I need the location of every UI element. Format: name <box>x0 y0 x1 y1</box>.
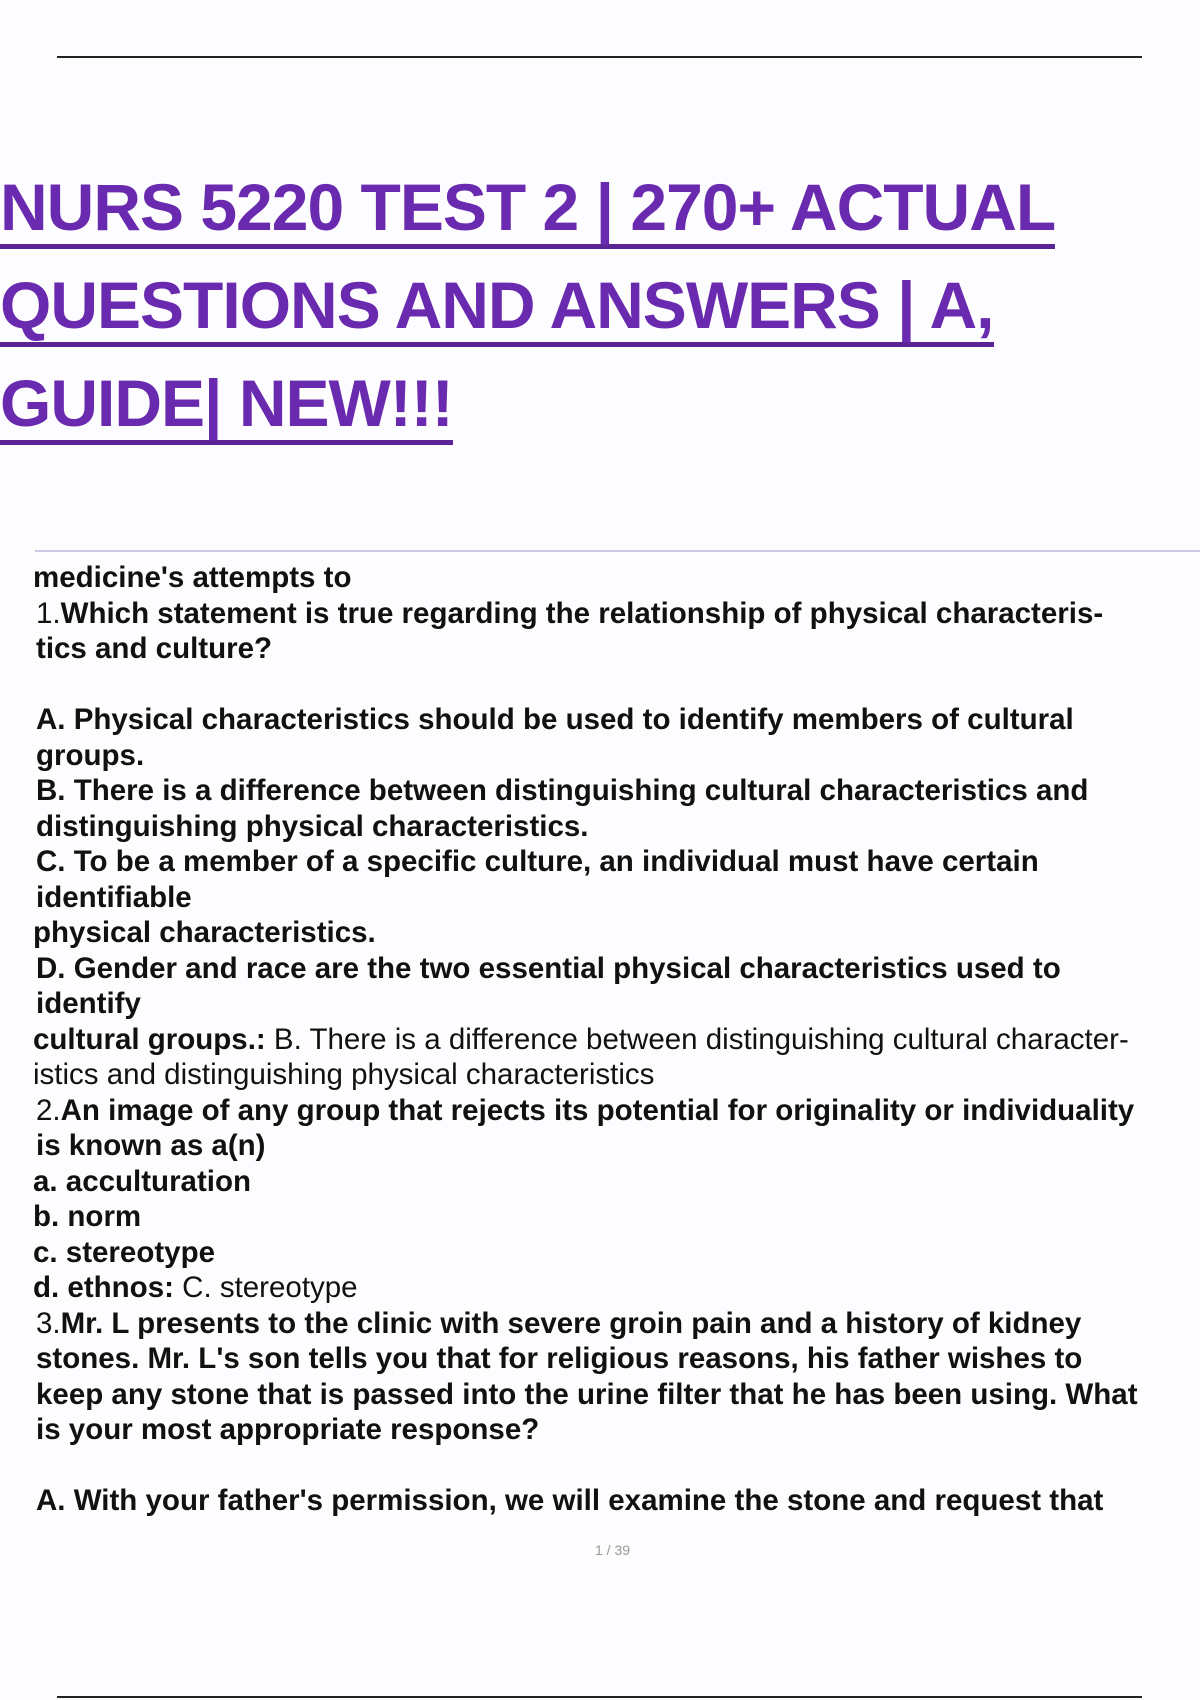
question-stem: An image of any group that rejects its potential for originality or individuality <box>60 1093 1135 1127</box>
document-body <box>33 560 1200 1519</box>
question-2 <box>33 1093 1200 1306</box>
question-stem-cont: tics and culture? <box>36 632 273 665</box>
page-indicator: 1 / 39 <box>594 1542 631 1558</box>
title-line-3: GUIDE| NEW!!! <box>0 366 453 445</box>
question-stem: Mr. L presents to the clinic with severe groin pain and a history of kidney <box>60 1306 1082 1340</box>
title-line-1: NURS 5220 TEST 2 | 270+ ACTUAL <box>0 170 1055 249</box>
answer-text: B. There is a difference between distinguishing cultural character- <box>265 1022 1129 1056</box>
option-c: C. To be a member of a specific culture, an individual must have certain <box>36 845 1039 878</box>
option-d-cont: identify <box>36 987 141 1020</box>
option-a: A. Physical characteristics should be used to identify members of cultural <box>36 703 1074 736</box>
question-number: 2. <box>36 1093 61 1127</box>
answer-text: C. stereotype <box>173 1271 358 1304</box>
option-a-cont: groups. <box>36 738 145 772</box>
document-title <box>0 158 1200 452</box>
option-a: A. With your father's permission, we will examine the stone and request that <box>36 1484 1104 1517</box>
option-c-cont: identifiable <box>36 880 192 914</box>
question-number: 3. <box>36 1306 61 1340</box>
preface-line: medicine's attempts to <box>33 561 352 594</box>
section-divider <box>35 550 1200 552</box>
question-stem-cont: stones. Mr. L's son tells you that for religious reasons, his father wishes to <box>36 1342 1083 1375</box>
title-line-2: QUESTIONS AND ANSWERS | A, <box>0 268 994 347</box>
option-c: c. stereotype <box>33 1235 215 1269</box>
question-3 <box>33 1306 1200 1519</box>
question-1 <box>33 596 1200 1093</box>
option-a: a. acculturation <box>33 1164 252 1198</box>
option-b: B. There is a difference between distinguishing cultural characteristics and <box>36 774 1089 807</box>
question-stem-cont-2: keep any stone that is passed into the urine filter that he has been using. What <box>36 1377 1138 1411</box>
question-stem-cont: is known as a(n) <box>36 1129 266 1162</box>
option-c-cont-2: physical characteristics. <box>33 916 376 949</box>
option-d: D. Gender and race are the two essential physical characteristics used to <box>36 951 1061 985</box>
bottom-rule <box>57 1696 1142 1698</box>
option-b: b. norm <box>33 1200 142 1233</box>
option-d: d. ethnos: <box>33 1271 174 1304</box>
answer-text-cont: istics and distinguishing physical characteristics <box>33 1058 655 1091</box>
option-d-cont-2: cultural groups.: <box>33 1022 266 1056</box>
question-stem-cont-3: is your most appropriate response? <box>36 1413 540 1446</box>
top-rule <box>57 56 1142 58</box>
option-b-cont: distinguishing physical characteristics. <box>36 809 589 843</box>
question-stem: Which statement is true regarding the relationship of physical characteris- <box>60 596 1104 630</box>
question-number: 1. <box>36 596 61 630</box>
